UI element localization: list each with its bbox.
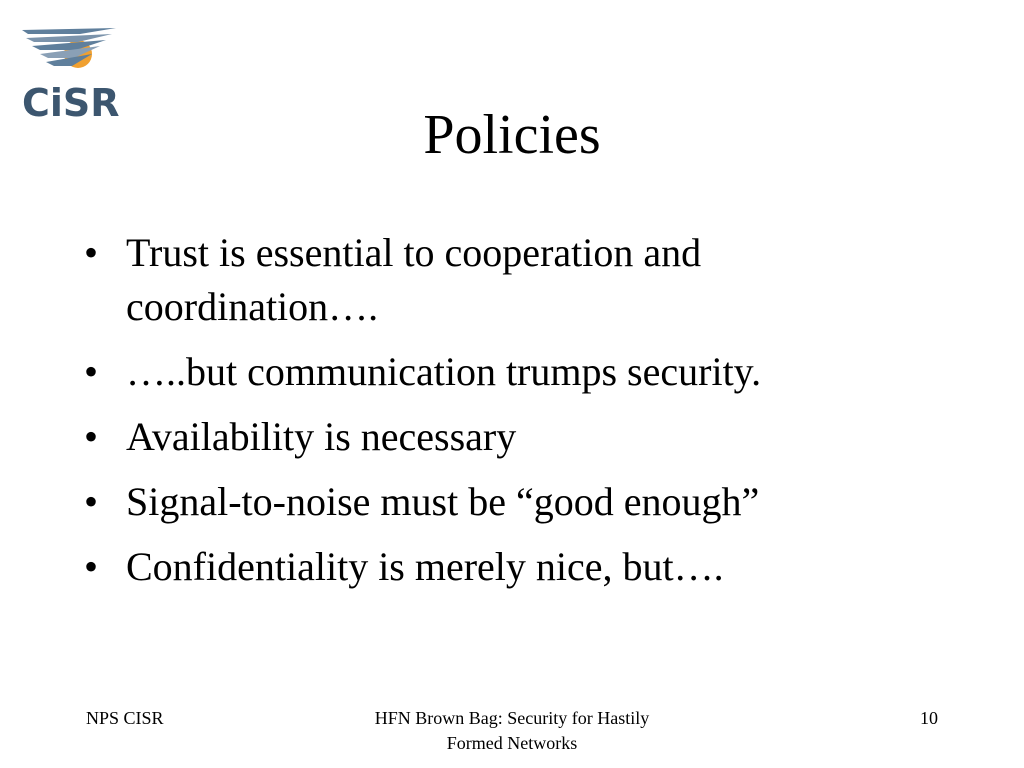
bullet-marker: • (84, 479, 99, 524)
bullet-item (84, 226, 884, 334)
bullet-text: Signal-to-noise must be “good enough” (126, 479, 760, 524)
bullet-marker: • (84, 349, 99, 394)
bullet-text: Trust is essential to cooperation and coordination…. (126, 230, 702, 329)
svg-text:CiSR: CiSR (22, 81, 120, 124)
footer-presentation-title (312, 706, 712, 756)
bullet-marker: • (84, 230, 99, 275)
bullet-item (84, 410, 884, 464)
footer-title-line: HFN Brown Bag: Security for Hastily (374, 708, 650, 728)
footer-title-line: Formed Networks (446, 733, 578, 753)
bullet-text: …..but communication trumps security. (126, 349, 762, 394)
bullet-marker: • (84, 414, 99, 459)
bullet-list (84, 226, 884, 605)
page-number: 10 (920, 708, 938, 728)
bullet-text: Availability is necessary (126, 414, 517, 459)
bullet-item (84, 540, 884, 594)
slide-title: Policies (423, 104, 601, 166)
footer-organization: NPS CISR (86, 708, 164, 728)
bullet-item (84, 475, 884, 529)
bullet-text: Confidentiality is merely nice, but…. (126, 544, 724, 589)
bullet-item (84, 345, 884, 399)
bullet-marker: • (84, 544, 99, 589)
